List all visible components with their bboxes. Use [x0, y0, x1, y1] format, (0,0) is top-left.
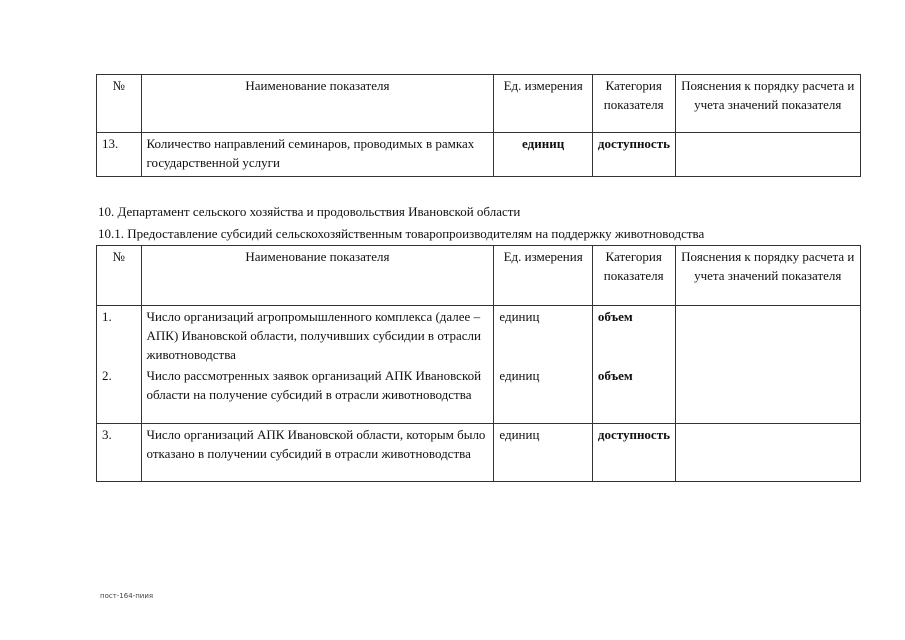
row-num: 1. — [97, 306, 142, 366]
row-name: Количество направлений семинаров, проводимых в рамках государственной услуги — [141, 133, 494, 177]
footer-label: пост-164-пиия — [100, 592, 154, 600]
row-category: объем — [592, 365, 675, 423]
row-name: Число организаций агропромышленного комплекса (далее – АПК) Ивановской области, получивших субсидии в отрасли животноводства — [141, 306, 494, 366]
header-category: Категория показателя — [592, 246, 675, 306]
row-unit: единиц — [494, 423, 593, 481]
header-note: Пояснения к порядку расчета и учета значений показателя — [675, 246, 860, 306]
row-num: 3. — [97, 423, 142, 481]
row-category: доступность — [592, 423, 675, 481]
indicators-table-2 — [96, 245, 861, 482]
row-note — [675, 423, 860, 481]
row-note — [675, 306, 860, 366]
header-unit: Ед. измерения — [494, 75, 593, 133]
row-category: доступность — [592, 133, 675, 177]
table-header-row — [97, 246, 861, 306]
row-unit: единиц — [494, 306, 593, 366]
header-note: Пояснения к порядку расчета и учета значений показателя — [675, 75, 860, 133]
row-num: 13. — [97, 133, 142, 177]
row-num: 2. — [97, 365, 142, 423]
table-row — [97, 423, 861, 481]
row-category: объем — [592, 306, 675, 366]
header-unit: Ед. измерения — [494, 246, 593, 306]
indicators-table-1 — [96, 74, 861, 177]
header-category: Категория показателя — [592, 75, 675, 133]
row-unit: единиц — [494, 365, 593, 423]
row-unit: единиц — [494, 133, 593, 177]
section-title: 10. Департамент сельского хозяйства и продовольствия Ивановской области — [98, 204, 521, 219]
row-name: Число организаций АПК Ивановской области, которым было отказано в получении субсидий в отрасли животноводства — [141, 423, 494, 481]
subsection-title: 10.1. Предоставление субсидий сельскохозяйственным товаропроизводителям на поддержку животноводства — [98, 226, 705, 241]
table-header-row — [97, 75, 861, 133]
table-row — [97, 133, 861, 177]
table-row — [97, 365, 861, 423]
row-name: Число рассмотренных заявок организаций АПК Ивановской области на получение субсидий в отрасли животноводства — [141, 365, 494, 423]
header-num: № — [97, 75, 142, 133]
row-note — [675, 133, 860, 177]
row-note — [675, 365, 860, 423]
header-name: Наименование показателя — [141, 75, 494, 133]
header-num: № — [97, 246, 142, 306]
header-name: Наименование показателя — [141, 246, 494, 306]
table-row — [97, 306, 861, 366]
